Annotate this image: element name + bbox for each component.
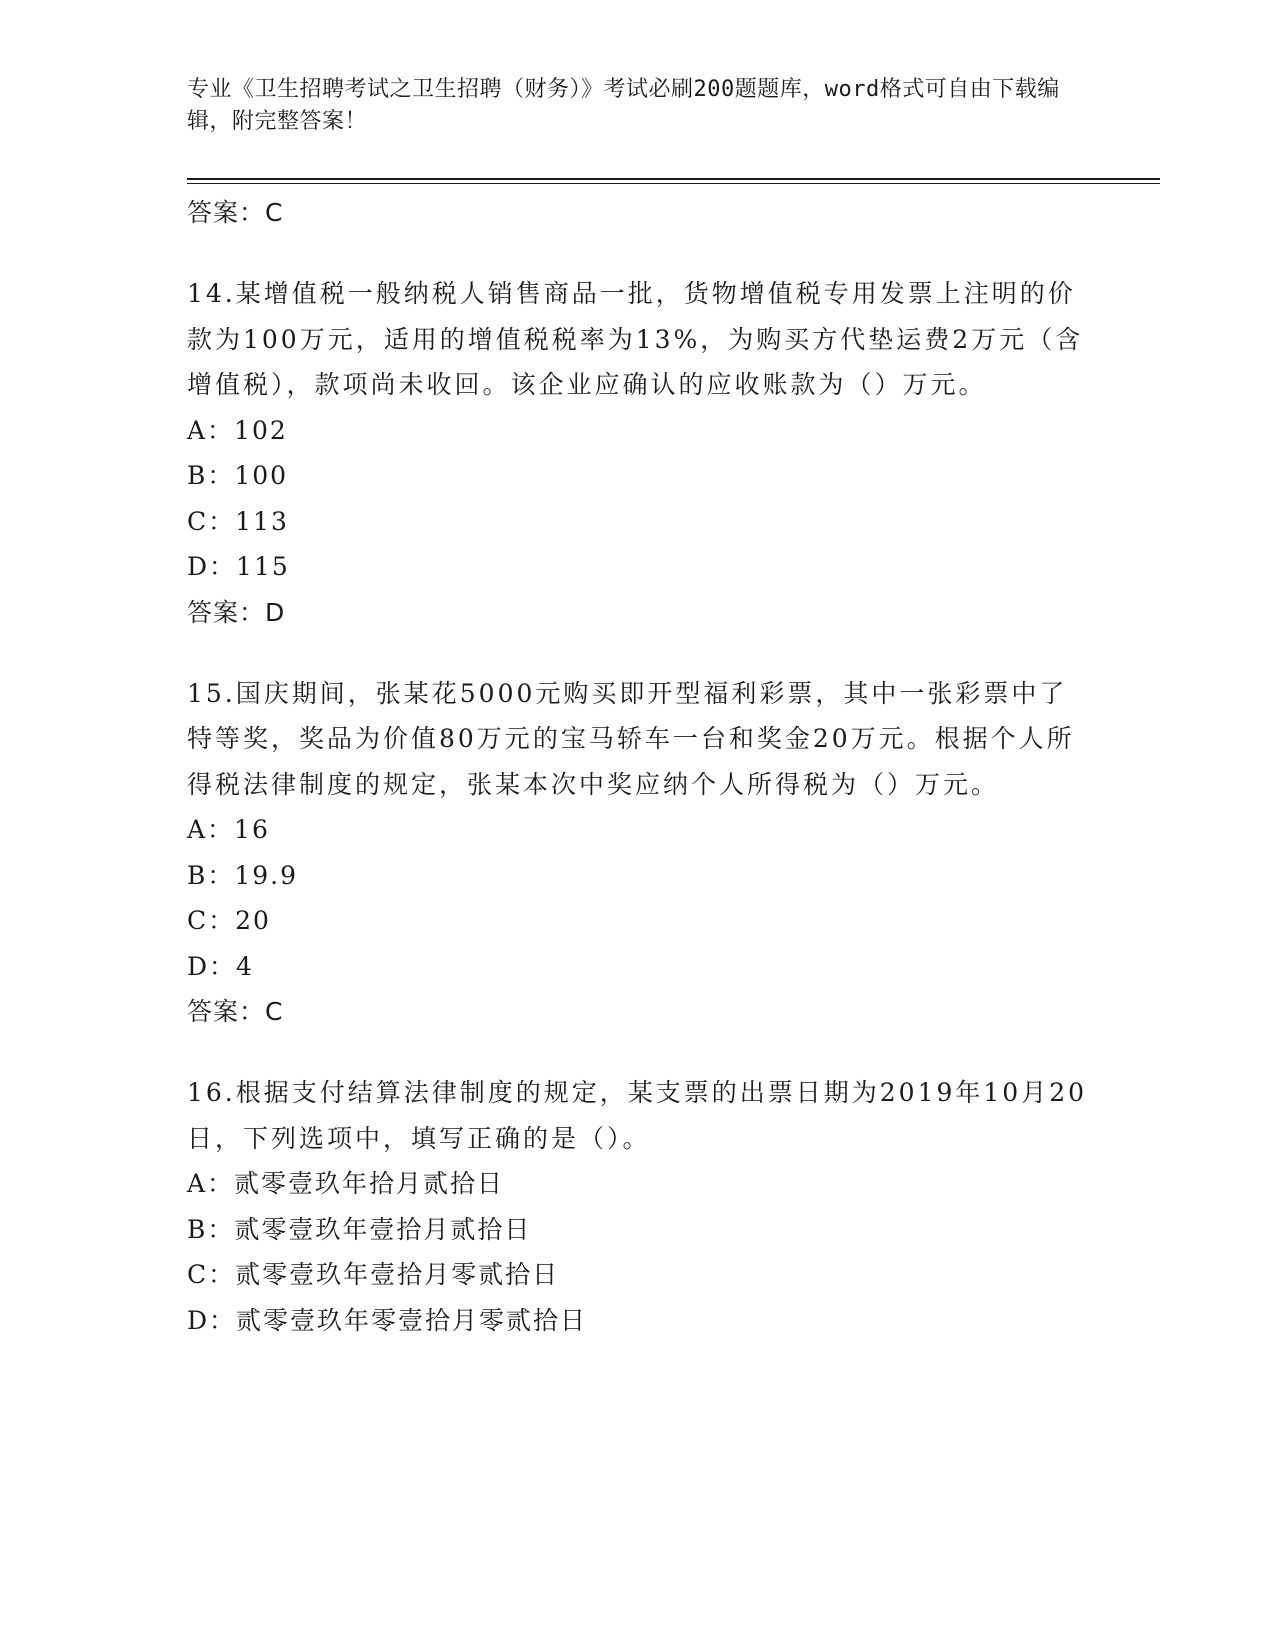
previous-question-answer: 答案：C — [187, 198, 284, 227]
question-15-option-a: A：16 — [187, 815, 270, 844]
question-15-option-b: B：19.9 — [187, 860, 299, 890]
question-16-option-a: A：贰零壹玖年拾月贰拾日 — [187, 1169, 505, 1198]
question-14-option-c: C：113 — [187, 506, 289, 536]
question-15-answer: 答案：C — [187, 997, 284, 1026]
question-16-text: 16.根据支付结算法律制度的规定，某支票的出票日期为2019年10月20日，下列选项中，填写正确的是（）。 — [187, 1078, 1088, 1153]
question-block-16 — [187, 1070, 1087, 1343]
question-14-text: 14.某增值税一般纳税人销售商品一批，货物增值税专用发票上注明的价款为100万元，适用的增值税税率为13%，为购买方代垫运费2万元（含增值税），款项尚未收回。该企业应确认的应收账款为（）万元。 — [187, 279, 1084, 399]
question-14-option-a: A：102 — [187, 415, 288, 445]
question-16-option-d: D：贰零壹玖年零壹拾月零贰拾日 — [187, 1305, 588, 1335]
question-15-option-d: D：4 — [187, 951, 254, 981]
question-block-15 — [187, 671, 1087, 1035]
question-14-option-d: D：115 — [187, 552, 290, 581]
question-block-14 — [187, 271, 1087, 635]
question-14-option-b: B：100 — [187, 461, 289, 490]
question-16-option-c: C：贰零壹玖年壹拾月零贰拾日 — [187, 1260, 560, 1289]
header-divider-thick — [187, 178, 1160, 180]
question-16-option-b: B：贰零壹玖年壹拾月贰拾日 — [187, 1214, 532, 1244]
question-15-text: 15.国庆期间，张某花5000元购买即开型福利彩票，其中一张彩票中了特等奖，奖品为价值80万元的宝马轿车一台和奖金20万元。根据个人所得税法律制度的规定，张某本次中奖应纳个人所得税为（）万元。 — [187, 678, 1075, 799]
question-14-answer: 答案：D — [187, 597, 286, 627]
header-divider-thin — [187, 183, 1160, 184]
question-15-option-c: C：20 — [187, 906, 271, 935]
questions-content — [187, 190, 1087, 1343]
document-header-title: 专业《卫生招聘考试之卫生招聘（财务）》考试必刷200题题库，word格式可自由下载编辑，附完整答案！ — [187, 77, 1060, 134]
